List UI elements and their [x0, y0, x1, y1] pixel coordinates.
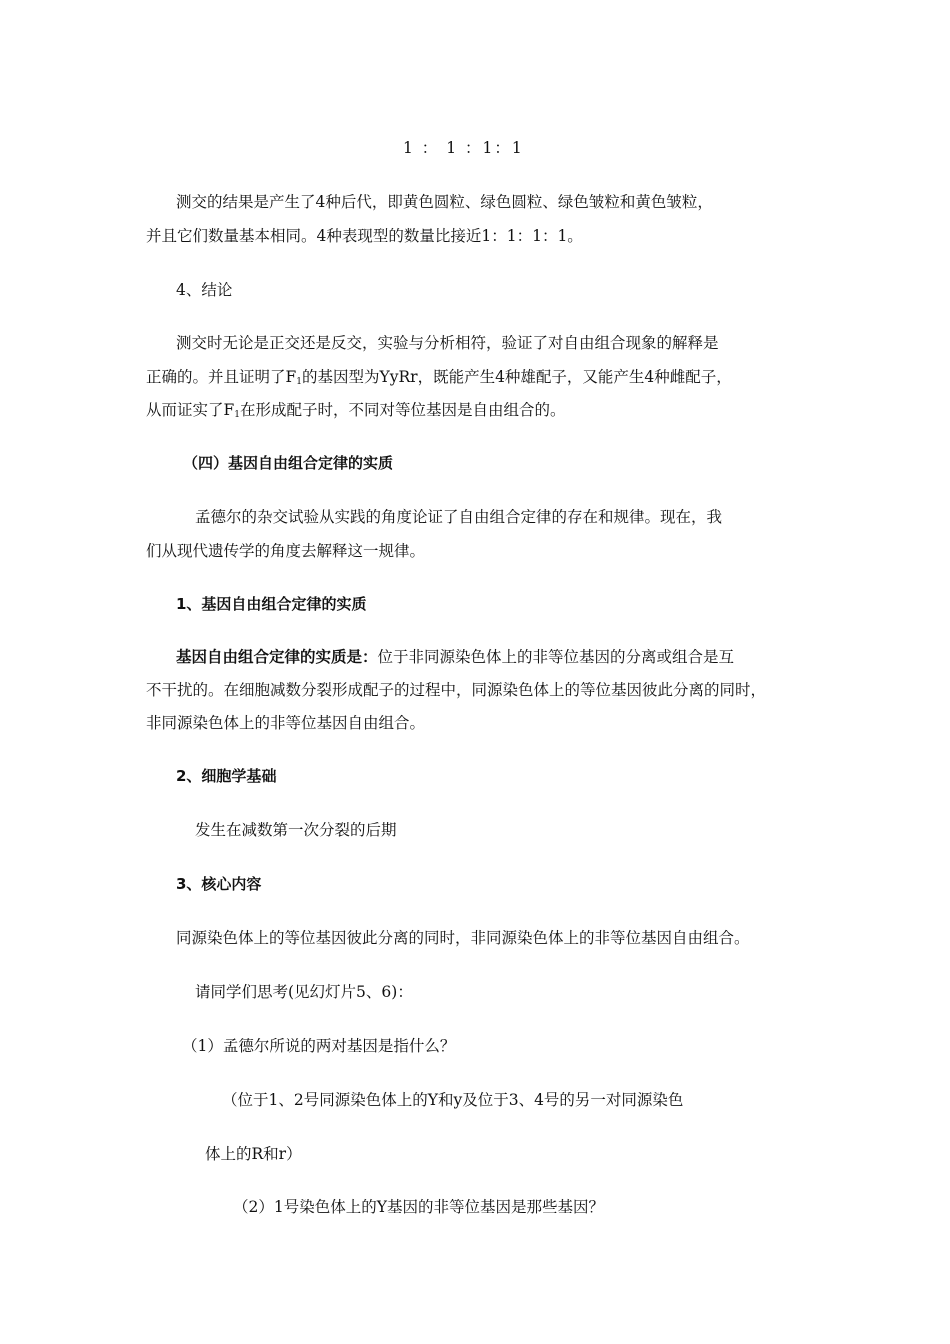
essence-line-1 [176, 647, 734, 667]
question-2: （2）1号染色体上的Y基因的非等位基因是那些基因？ [233, 1198, 604, 1216]
answer-1-line-1: （位于1、2号同源染色体上的Y和y及位于3、4号的另一对同源染色 [222, 1091, 684, 1109]
core-heading: 3、核心内容 [176, 875, 262, 893]
section-4-heading: （四）基因自由组合定律的实质 [183, 454, 394, 472]
think-prompt: 请同学们思考(见幻灯片5、6)： [195, 983, 413, 1001]
conclusion-line-2a: 正确的。并且证明了F [146, 368, 297, 386]
cytology-heading: 2、细胞学基础 [176, 767, 277, 785]
mendel-line-1: 孟德尔的杂交试验从实践的角度论证了自由组合定律的存在和规律。现在，我 [195, 508, 723, 526]
conclusion-line-2b: 的基因型为YyRr，既能产生4种雄配子，又能产生4种雌配子， [302, 368, 732, 386]
f1-subscript: 1 [234, 410, 240, 420]
conclusion-line-2 [146, 367, 732, 387]
conclusion-heading: 4、结论 [176, 281, 233, 299]
f1-subscript: 1 [296, 377, 302, 387]
conclusion-line-1: 测交时无论是正交还是反交，实验与分析相符，验证了对自由组合现象的解释是 [176, 334, 719, 352]
essence-heading: 1、基因自由组合定律的实质 [176, 595, 367, 613]
essence-line-3: 非同源染色体上的非等位基因自由组合。 [146, 714, 426, 732]
essence-line-1-rest: 位于非同源染色体上的非等位基因的分离或组合是互 [377, 648, 735, 666]
testcross-result-line-1: 测交的结果是产生了4种后代，即黄色圆粒、绿色圆粒、绿色皱粒和黄色皱粒， [176, 193, 713, 211]
essence-lead: 基因自由组合定律的实质是： [176, 648, 378, 666]
conclusion-line-3b: 在形成配子时，不同对等位基因是自由组合的。 [240, 401, 566, 419]
question-1: （1）孟德尔所说的两对基因是指什么？ [182, 1037, 456, 1055]
essence-line-2: 不干扰的。在细胞减数分裂形成配子的过程中，同源染色体上的等位基因彼此分离的同时， [146, 681, 767, 699]
answer-1-line-2: 体上的R和r） [205, 1145, 302, 1163]
conclusion-line-3 [146, 400, 566, 420]
cytology-text: 发生在减数第一次分裂的后期 [195, 821, 397, 839]
mendel-line-2: 们从现代遗传学的角度去解释这一规律。 [146, 542, 426, 560]
conclusion-line-3a: 从而证实了F [146, 401, 235, 419]
ratio-line: 1 ： 1 ：1：1 [403, 139, 524, 157]
testcross-result-line-2: 并且它们数量基本相同。4种表现型的数量比接近1：1：1：1。 [146, 227, 583, 245]
core-text: 同源染色体上的等位基因彼此分离的同时，非同源染色体上的非等位基因自由组合。 [176, 929, 750, 947]
